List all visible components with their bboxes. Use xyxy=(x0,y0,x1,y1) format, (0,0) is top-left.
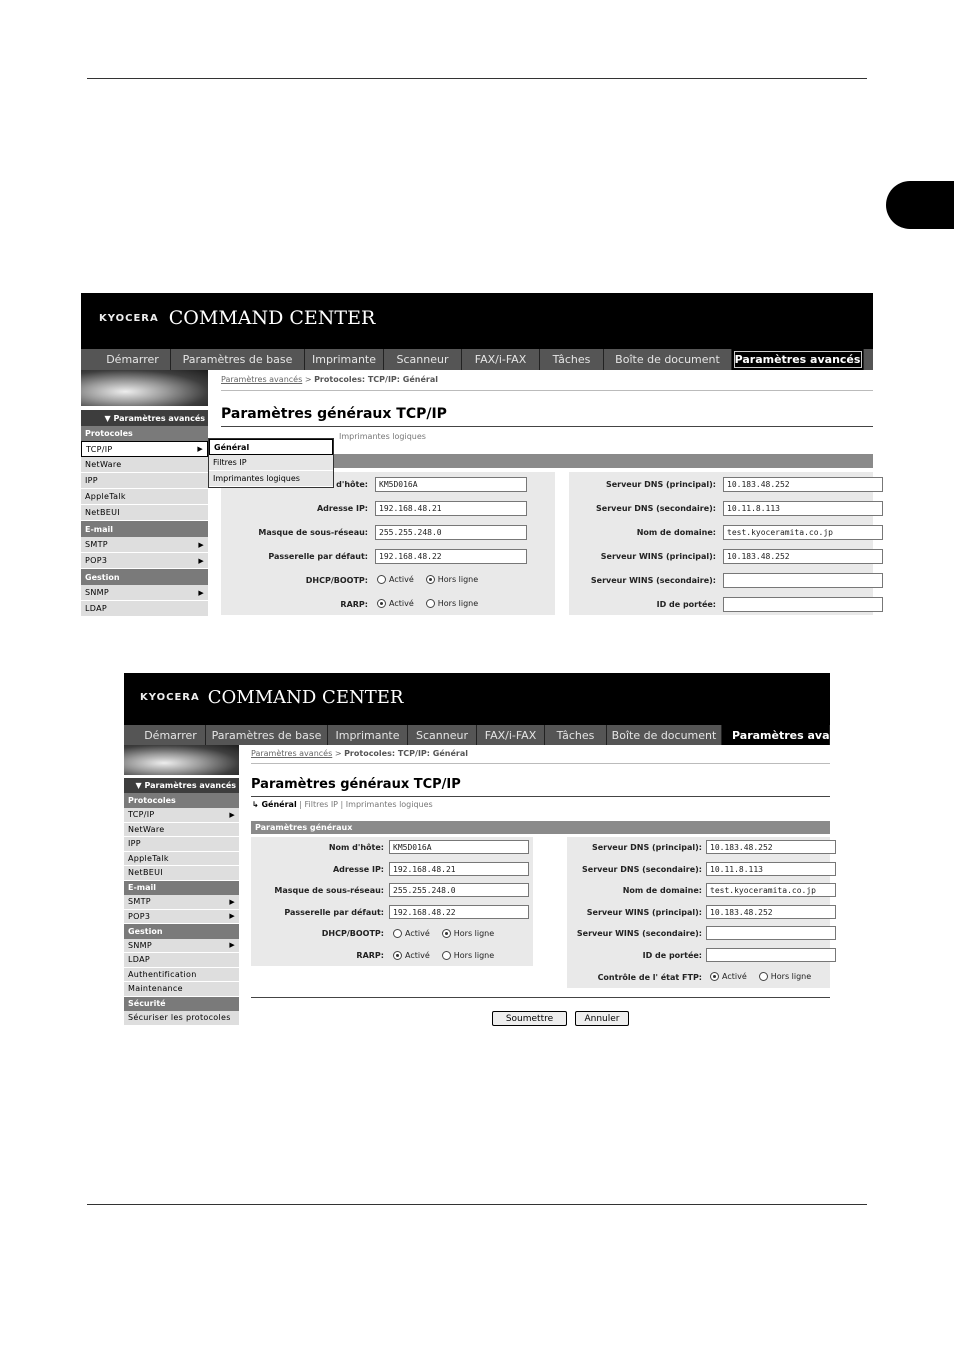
gateway-field[interactable]: 192.168.48.22 xyxy=(389,905,529,919)
banner xyxy=(81,293,873,349)
chevron-right-icon: ▶ xyxy=(229,941,235,950)
tab-imprimante[interactable]: Imprimante xyxy=(328,725,408,745)
page-title: Paramètres généraux TCP/IP xyxy=(251,777,461,792)
scope-label: ID de portée: xyxy=(642,951,702,960)
sidebar-item-label: SNMP xyxy=(128,940,152,950)
rarp-label: RARP: xyxy=(356,951,384,960)
tab-boite-de-document[interactable]: Boîte de document xyxy=(607,725,722,745)
breadcrumb-separator: > xyxy=(304,375,312,384)
sidebar-item-netbeui[interactable] xyxy=(124,866,239,881)
section-header: Paramètres généraux xyxy=(251,821,830,834)
sidebar-item-pop3[interactable] xyxy=(124,910,239,925)
tab-parametres-de-base[interactable]: Paramètres de base xyxy=(206,725,328,745)
dhcp-radio-group xyxy=(377,575,478,584)
submenu-item-imprimantes-logiques[interactable]: Imprimantes logiques xyxy=(209,471,333,487)
breadcrumb-current: Protocoles: TCP/IP: Général xyxy=(314,375,438,384)
sidebar-item-appletalk[interactable] xyxy=(81,489,208,505)
rarp-label: RARP: xyxy=(340,600,368,609)
tab-fax[interactable]: FAX/i-FAX xyxy=(462,349,540,370)
scope-label: ID de portée: xyxy=(656,600,716,609)
breadcrumb-divider xyxy=(221,390,873,391)
dhcp-offline-radio[interactable] xyxy=(426,575,435,584)
tab-boite-de-document[interactable]: Boîte de document xyxy=(604,349,732,370)
sidebar-item-label: SMTP xyxy=(128,897,151,907)
sidebar-item-label: LDAP xyxy=(128,955,150,965)
radio-label: Activé xyxy=(389,599,414,608)
section-email: E-mail xyxy=(81,521,208,537)
page-top-rule xyxy=(87,78,867,79)
tab-demarrer[interactable]: Démarrer xyxy=(136,725,206,745)
gateway-label: Passerelle par défaut: xyxy=(284,908,384,917)
sidebar-item-netware[interactable] xyxy=(81,457,208,473)
ftp-offline-radio[interactable] xyxy=(759,972,768,981)
dns2-field[interactable]: 10.11.8.113 xyxy=(723,501,883,516)
domain-field[interactable]: test.kyoceramita.co.jp xyxy=(723,525,883,540)
rarp-offline-radio[interactable] xyxy=(442,951,451,960)
sidebar-item-ipp[interactable] xyxy=(124,837,239,852)
chevron-right-icon: ▶ xyxy=(229,897,235,906)
page-title: Paramètres généraux TCP/IP xyxy=(221,406,447,422)
logo xyxy=(99,307,375,329)
ip-field[interactable]: 192.168.48.21 xyxy=(375,501,527,516)
radio-label: Activé xyxy=(389,575,414,584)
sidebar xyxy=(81,370,208,615)
sidebar-item-label: NetWare xyxy=(85,460,122,469)
sidebar-photo xyxy=(81,370,208,406)
sidebar-item-label: IPP xyxy=(128,839,141,849)
scope-field[interactable] xyxy=(706,948,836,962)
gateway-field[interactable]: 192.168.48.22 xyxy=(375,549,527,564)
rarp-offline-radio[interactable] xyxy=(426,599,435,608)
rarp-radio-group xyxy=(377,599,478,608)
left-form-panel xyxy=(251,837,533,966)
dhcp-label: DHCP/BOOTP: xyxy=(321,929,384,938)
rarp-radio-group xyxy=(393,951,494,960)
sidebar-item-snmp[interactable] xyxy=(81,585,208,601)
screenshot-1 xyxy=(81,293,873,615)
tcpip-submenu xyxy=(208,438,334,488)
sidebar xyxy=(124,745,239,1035)
sidebar-item-label: Sécuriser les protocoles xyxy=(128,1013,231,1023)
section-securite: Sécurité xyxy=(124,997,239,1012)
tab-fax[interactable]: FAX/i-FAX xyxy=(477,725,545,745)
sidebar-item-ldap[interactable] xyxy=(81,601,208,617)
kyocera-logo: KYOCERA xyxy=(99,312,159,324)
tab-scanneur[interactable]: Scanneur xyxy=(384,349,462,370)
sidebar-item-label: IPP xyxy=(85,476,98,485)
breadcrumb-link[interactable]: Paramètres avancés xyxy=(221,375,303,384)
wins1-field[interactable]: 10.183.48.252 xyxy=(706,905,836,919)
subnav xyxy=(252,800,433,809)
sidebar-item-maintenance[interactable] xyxy=(124,982,239,997)
chevron-right-icon: ▶ xyxy=(198,556,204,565)
sidebar-item-label: NetBEUI xyxy=(85,508,120,517)
ftp-active-radio[interactable] xyxy=(710,972,719,981)
submenu-item-filtres-ip[interactable]: Filtres IP xyxy=(209,455,333,471)
tab-parametres-avances[interactable]: Paramètres avancé xyxy=(722,725,830,745)
wins2-field[interactable] xyxy=(723,573,883,588)
chevron-right-icon: ▶ xyxy=(197,445,203,453)
breadcrumb-current: Protocoles: TCP/IP: Général xyxy=(344,749,468,758)
sidebar-item-label: SMTP xyxy=(85,540,108,549)
dhcp-offline-radio[interactable] xyxy=(442,929,451,938)
sidebar-item-label: NetBEUI xyxy=(128,868,163,878)
radio-label: Activé xyxy=(405,929,430,938)
mask-label: Masque de sous-réseau: xyxy=(258,528,368,537)
dns1-field[interactable]: 10.183.48.252 xyxy=(706,840,836,854)
logo xyxy=(140,687,403,708)
tab-demarrer[interactable]: Démarrer xyxy=(95,349,171,370)
host-field[interactable]: KM5D016A xyxy=(375,477,527,492)
sidebar-item-securiser-protocoles[interactable] xyxy=(124,1011,239,1026)
sidebar-item-pop3[interactable] xyxy=(81,553,208,569)
dhcp-label: DHCP/BOOTP: xyxy=(305,576,368,585)
sidebar-item-netbeui[interactable] xyxy=(81,505,208,521)
radio-label: Hors ligne xyxy=(453,951,495,960)
mask-label: Masque de sous-réseau: xyxy=(274,886,384,895)
ip-field[interactable]: 192.168.48.21 xyxy=(389,862,529,876)
radio-label: Activé xyxy=(722,972,747,981)
submenu-item-general[interactable]: Général xyxy=(209,439,333,455)
dns2-label: Serveur DNS (secondaire): xyxy=(596,504,716,513)
section-gestion: Gestion xyxy=(124,924,239,939)
ip-label: Adresse IP: xyxy=(316,504,368,513)
section-gestion: Gestion xyxy=(81,569,208,585)
tab-taches[interactable]: Tâches xyxy=(545,725,607,745)
wins2-label: Serveur WINS (secondaire): xyxy=(590,576,716,585)
host-label: Nom d'hôte: xyxy=(328,843,384,852)
chevron-right-icon: ▶ xyxy=(229,810,235,819)
ip-label: Adresse IP: xyxy=(332,865,384,874)
ftp-status-label: Contrôle de l' état FTP: xyxy=(597,973,702,982)
subnav-general[interactable]: ↳ Général xyxy=(252,800,297,809)
dns1-label: Serveur DNS (principal): xyxy=(591,843,702,852)
app-title: COMMAND CENTER xyxy=(168,307,376,329)
ftp-radio-group xyxy=(710,972,811,981)
scope-field[interactable] xyxy=(723,597,883,612)
radio-label: Hors ligne xyxy=(770,972,812,981)
sidebar-item-appletalk[interactable] xyxy=(124,852,239,867)
breadcrumb xyxy=(251,749,468,758)
radio-label: Hors ligne xyxy=(453,929,495,938)
tab-scanneur[interactable]: Scanneur xyxy=(408,725,477,745)
sidebar-item-smtp[interactable] xyxy=(81,537,208,553)
sidebar-item-authentification[interactable] xyxy=(124,968,239,983)
sidebar-header[interactable]: ▼ Paramètres avancés xyxy=(124,778,239,793)
tab-taches[interactable]: Tâches xyxy=(540,349,604,370)
main-nav xyxy=(81,349,873,370)
chevron-right-icon: ▶ xyxy=(198,588,204,597)
breadcrumb-divider xyxy=(251,763,830,764)
chevron-right-icon: ▶ xyxy=(198,540,204,549)
breadcrumb-separator: > xyxy=(334,749,342,758)
sidebar-item-label: LDAP xyxy=(85,604,107,613)
radio-label: Activé xyxy=(405,951,430,960)
mask-field[interactable]: 255.255.248.0 xyxy=(375,525,527,540)
rarp-active-radio[interactable] xyxy=(393,951,402,960)
gateway-label: Passerelle par défaut: xyxy=(268,552,368,561)
dns1-field[interactable]: 10.183.48.252 xyxy=(723,477,883,492)
sidebar-photo xyxy=(124,745,239,775)
sidebar-item-tcpip[interactable] xyxy=(124,808,239,823)
tab-parametres-avances[interactable]: Paramètres avancés xyxy=(732,349,864,370)
dhcp-active-radio[interactable] xyxy=(377,575,386,584)
sidebar-item-label: AppleTalk xyxy=(85,492,126,501)
dns2-label: Serveur DNS (secondaire): xyxy=(582,865,702,874)
right-form-panel xyxy=(569,472,873,615)
title-divider xyxy=(221,426,873,427)
sidebar-item-label: TCP/IP xyxy=(86,444,113,454)
title-divider xyxy=(251,796,830,797)
subnav-links[interactable]: | Filtres IP | Imprimantes logiques xyxy=(299,800,433,809)
sidebar-item-smtp[interactable] xyxy=(124,895,239,910)
sidebar-item-ldap[interactable] xyxy=(124,953,239,968)
section-email: E-mail xyxy=(124,881,239,896)
sidebar-item-tcpip[interactable] xyxy=(81,441,208,457)
sidebar-item-ipp[interactable] xyxy=(81,473,208,489)
domain-field[interactable]: test.kyoceramita.co.jp xyxy=(706,883,836,897)
sidebar-item-label: POP3 xyxy=(85,556,108,565)
subnav-partial[interactable]: Imprimantes logiques xyxy=(339,432,426,441)
sidebar-item-label: POP3 xyxy=(128,911,151,921)
breadcrumb-link[interactable]: Paramètres avancés xyxy=(251,749,333,758)
radio-label: Hors ligne xyxy=(437,599,479,608)
chevron-right-icon: ▶ xyxy=(229,912,235,921)
sidebar-item-label: TCP/IP xyxy=(128,810,155,820)
section-protocoles: Protocoles xyxy=(124,793,239,808)
host-field[interactable]: KM5D016A xyxy=(389,840,529,854)
main-nav xyxy=(124,725,852,745)
cancel-button[interactable]: Annuler xyxy=(575,1011,629,1026)
tab-imprimante[interactable]: Imprimante xyxy=(305,349,384,370)
radio-label: Hors ligne xyxy=(437,575,479,584)
wins1-field[interactable]: 10.183.48.252 xyxy=(723,549,883,564)
sidebar-item-label: SNMP xyxy=(85,588,109,597)
left-form-panel xyxy=(221,472,555,615)
breadcrumb xyxy=(221,375,438,384)
rarp-active-radio[interactable] xyxy=(377,599,386,608)
app-title: COMMAND CENTER xyxy=(207,687,404,708)
tab-parametres-de-base[interactable]: Paramètres de base xyxy=(171,349,305,370)
sidebar-item-label: Maintenance xyxy=(128,984,183,994)
sidebar-item-snmp[interactable] xyxy=(124,939,239,954)
wins1-label: Serveur WINS (principal): xyxy=(586,908,702,917)
sidebar-item-label: AppleTalk xyxy=(128,853,169,863)
mask-field[interactable]: 255.255.248.0 xyxy=(389,883,529,897)
section-protocoles: Protocoles xyxy=(81,426,208,441)
sidebar-item-label: Authentification xyxy=(128,969,197,979)
domain-label: Nom de domaine: xyxy=(622,886,702,895)
form-footer-divider xyxy=(251,997,830,998)
host-label: d'hôte: xyxy=(336,480,368,489)
sidebar-header[interactable]: ▼ Paramètres avancés xyxy=(81,410,208,426)
screenshot-2 xyxy=(124,673,852,1035)
wins1-label: Serveur WINS (principal): xyxy=(600,552,716,561)
chapter-tab-marker xyxy=(886,181,954,229)
domain-label: Nom de domaine: xyxy=(636,528,716,537)
sidebar-item-netware[interactable] xyxy=(124,823,239,838)
kyocera-logo: KYOCERA xyxy=(140,692,200,703)
dhcp-radio-group xyxy=(393,929,494,938)
submit-button[interactable]: Soumettre xyxy=(492,1011,567,1026)
dns1-label: Serveur DNS (principal): xyxy=(605,480,716,489)
dns2-field[interactable]: 10.11.8.113 xyxy=(706,862,836,876)
wins2-label: Serveur WINS (secondaire): xyxy=(576,929,702,938)
page-bottom-rule xyxy=(87,1204,867,1205)
sidebar-item-label: NetWare xyxy=(128,824,165,834)
banner xyxy=(124,673,830,725)
wins2-field[interactable] xyxy=(706,926,836,940)
dhcp-active-radio[interactable] xyxy=(393,929,402,938)
